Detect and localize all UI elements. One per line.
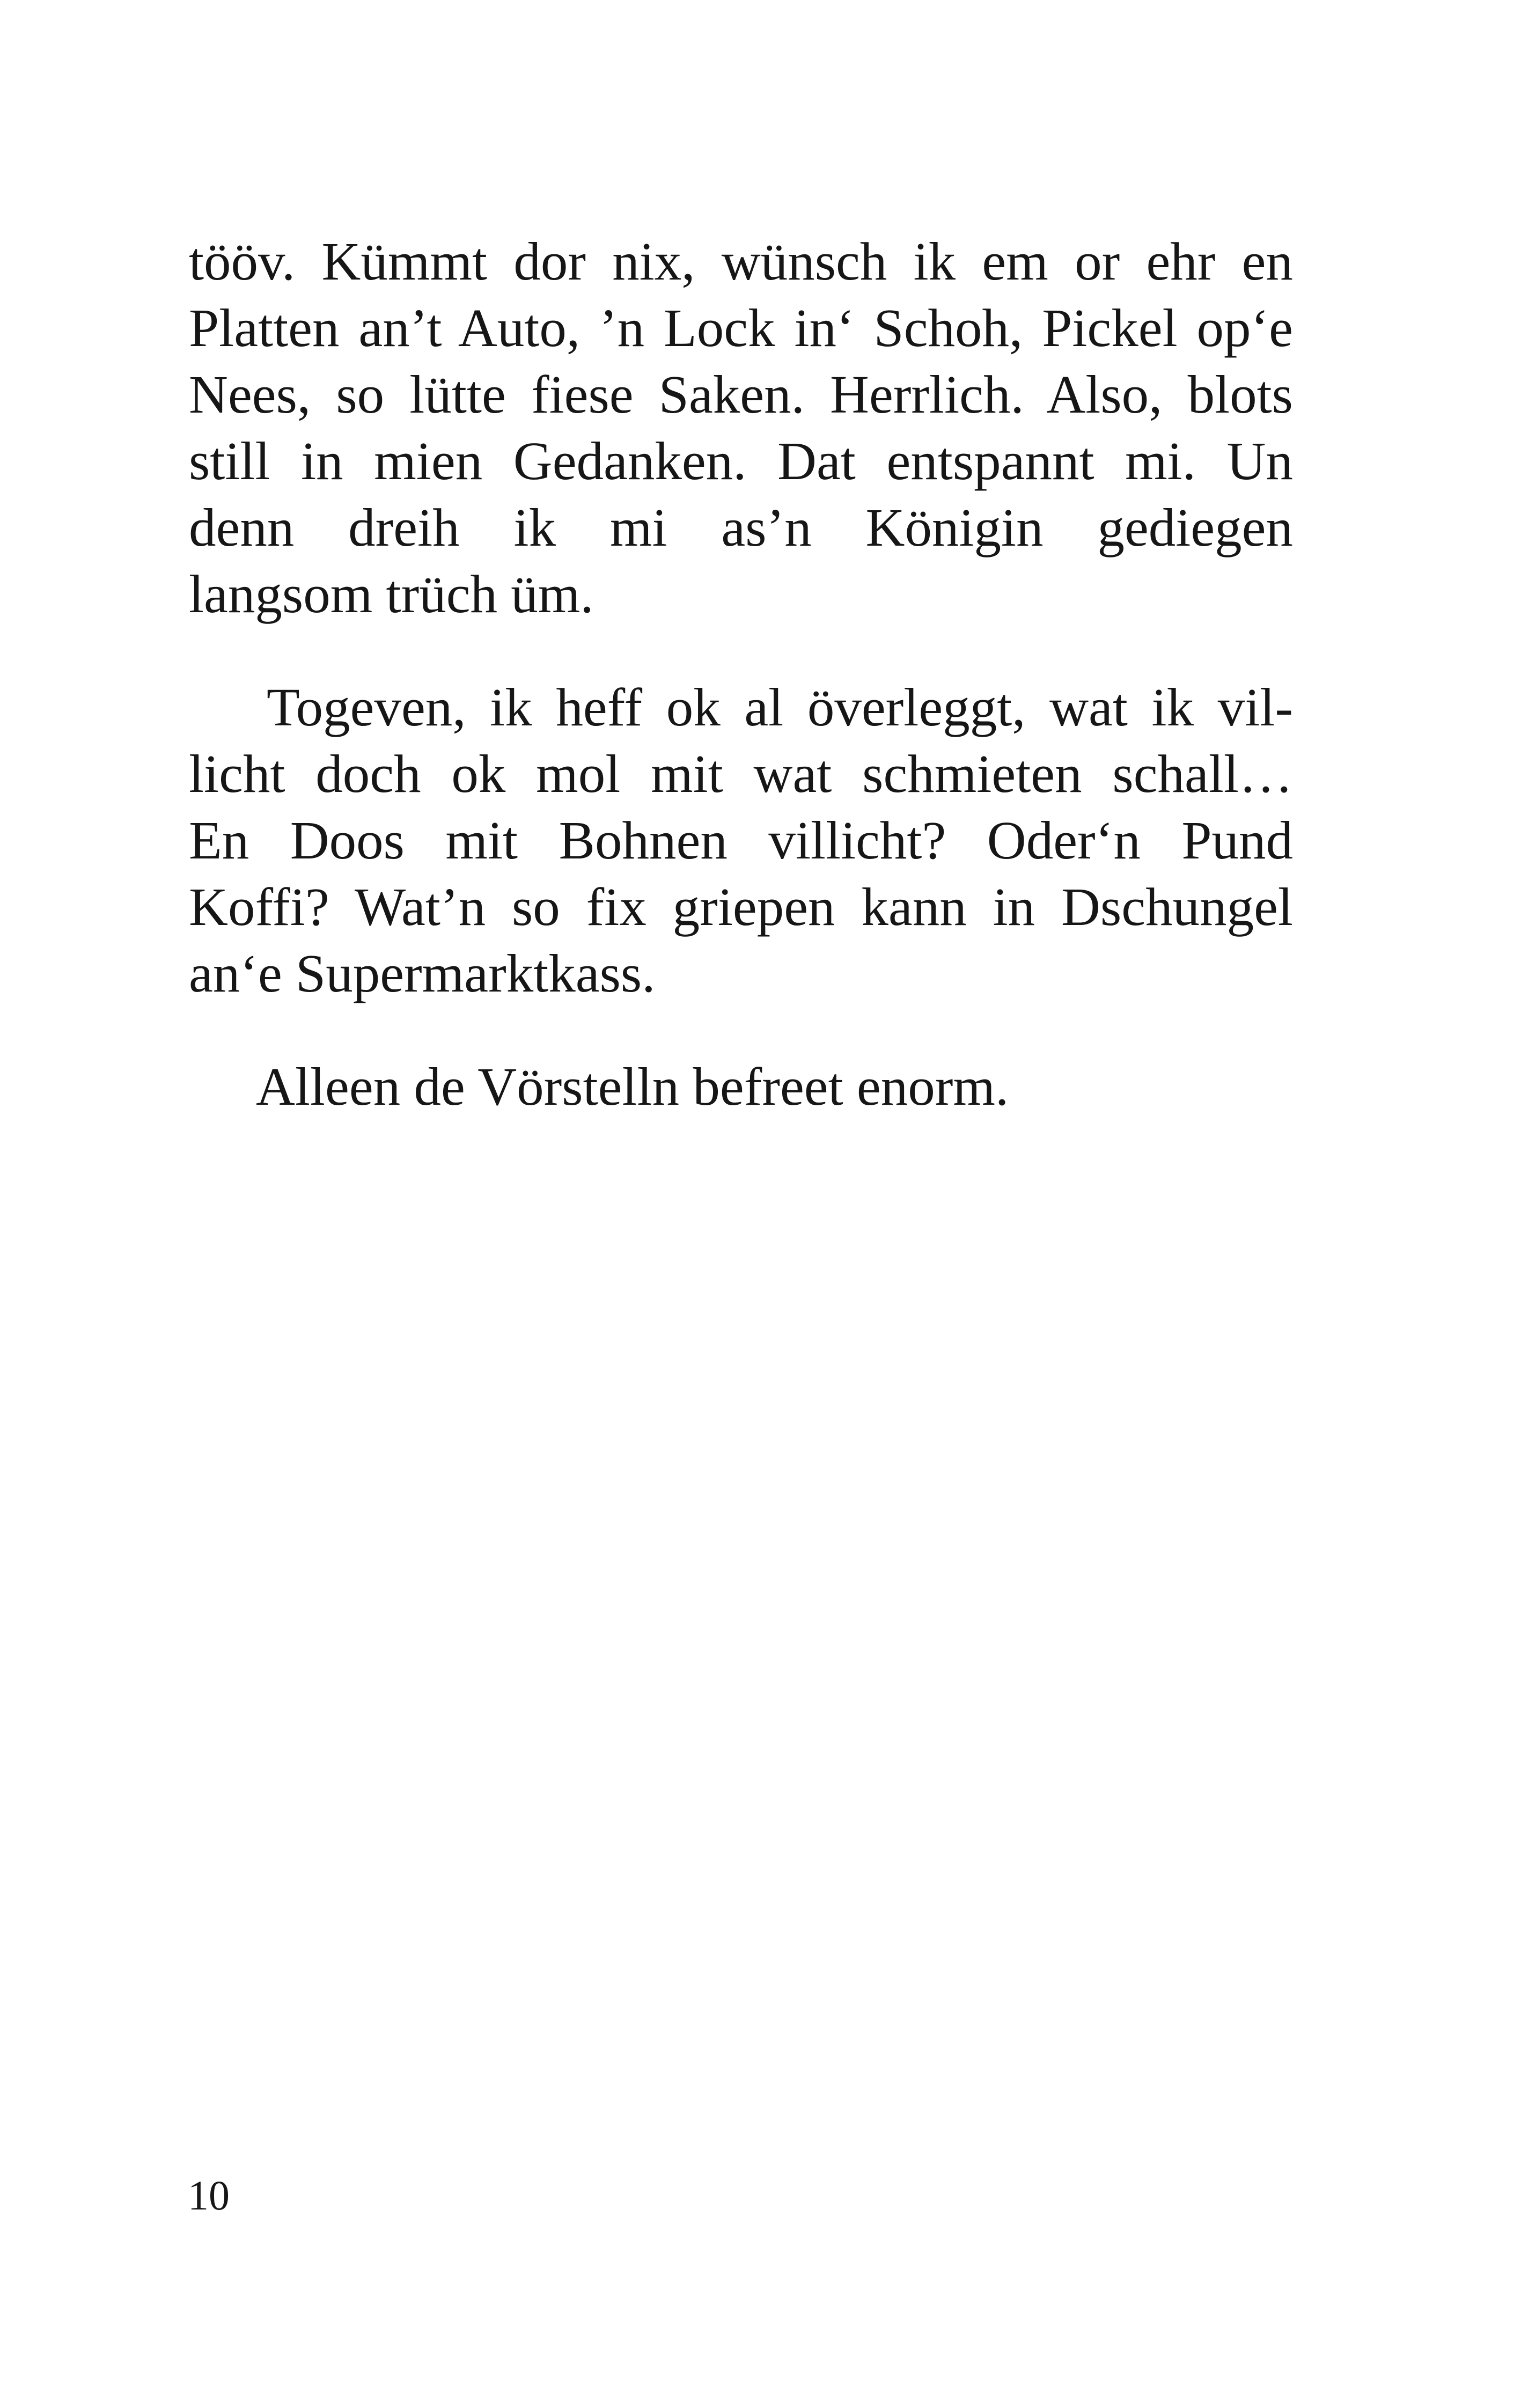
paragraph-1 [189,228,1293,627]
text-line: tööv. Kümmt dor nix, wünsch ik em or ehr en [189,231,1293,291]
text-line: an‘e Supermarktkass. [189,943,656,1003]
text-line: Platten an’t Auto, ’n Lock in‘ Schoh, Pickel op‘e [189,298,1293,358]
paragraph-gap [189,627,1293,674]
text-line: licht doch ok mol mit wat schmieten schall… [189,744,1293,804]
text-line: denn dreih ik mi as’n Königin gediegen [189,497,1293,557]
text-line: still in mien Gedanken. Dat entspannt mi. Un [189,431,1293,491]
text-line: En Doos mit Bohnen villicht? Oder‘n Pund [189,810,1293,870]
text-line: Togeven, ik heff ok al överleggt, wat ik vil- [267,677,1293,737]
text-line: Nees, so lütte fiese Saken. Herrlich. Also, blots [189,364,1293,424]
paragraph-2 [189,674,1293,1007]
text-line: Alleen de Vörstelln befreet enorm. [256,1056,1009,1117]
text-line: langsom trüch üm. [189,564,594,624]
text-line: Koffi? Wat’n so fix griepen kann in Dschungel [189,877,1293,937]
page-number: 10 [188,2172,230,2219]
paragraph-3 [189,1053,1293,1120]
body-text [189,228,1293,1120]
paragraph-gap [189,1007,1293,1053]
